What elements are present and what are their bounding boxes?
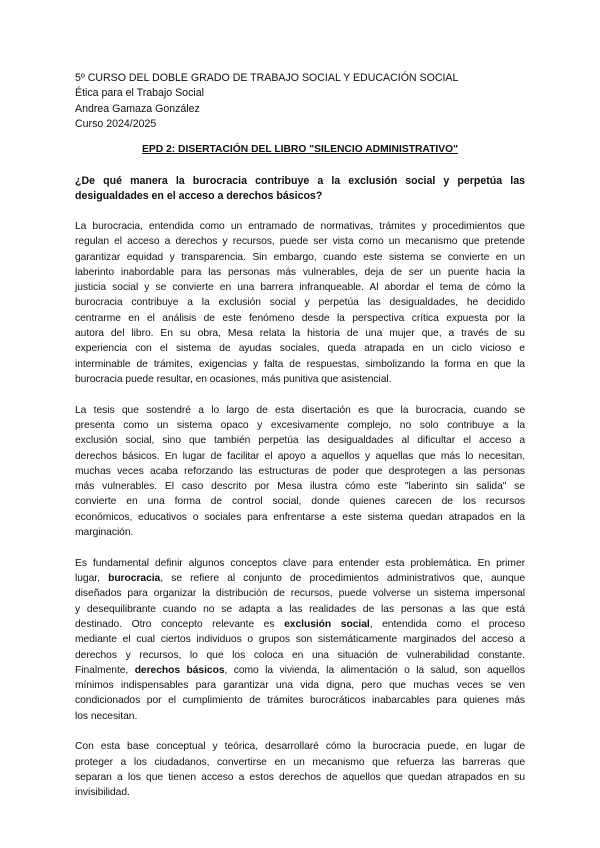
header-author: Andrea Gamaza González <box>75 102 200 115</box>
text-line: Con esta base conceptual y teórica, desarrollaré cómo la burocracia puede, en lugar de <box>75 741 525 753</box>
term-burocracia: burocracia <box>108 573 161 585</box>
header-subject: Ética para el Trabajo Social <box>75 87 204 100</box>
text-line: justicia social y se convierte en una barrera infranqueable. Al abordar el tema de cómo la <box>75 282 525 294</box>
text-line <box>75 617 525 632</box>
text-line: condicionados por el cumplimiento de trámites burocráticos inabarcables para quienes más <box>75 695 525 707</box>
research-question <box>75 174 525 205</box>
text-line: interminable de trámites, exigencias y falta de respuestas, simbolizando la forma en que la <box>75 358 525 370</box>
text-line: laberinto inabordable para las personas más vulnerables, deja de ser un puente hacia la <box>75 266 525 278</box>
text-line: Es fundamental definir algunos conceptos clave para entender esta problemática. En primer <box>75 557 525 569</box>
document-header <box>75 71 535 133</box>
text-line: La burocracia, entendida como un entramado de normativas, trámites y procedimientos que <box>75 221 525 232</box>
text-run: Finalmente, <box>75 664 135 676</box>
text-line: burocracia puede resultar, en ocasiones, más punitiva que asistencial. <box>75 373 392 385</box>
term-derechos-basicos: derechos básicos <box>134 664 225 676</box>
question-line: desigualdades en el acceso a derechos básicos? <box>75 190 323 203</box>
text-run: , se refiere al conjunto de procedimientos administrativos que, aunque <box>160 573 526 585</box>
text-line: convierte en una forma de control social, donde quienes carecen de los recursos <box>75 496 525 508</box>
text-run: lugar, <box>75 573 109 585</box>
text-line: exclusión social, sino que también perpetúa las desigualdades al dificultar el acceso a <box>75 435 525 447</box>
paragraph-thesis <box>75 403 525 541</box>
text-line: regulan el acceso a derechos y recursos, puede ser vista como un mecanismo que pretende <box>75 236 525 248</box>
text-line: proteger a los ciudadanos, convertirse en un mecanismo que refuerza las barreras que <box>75 756 525 768</box>
text-line: los necesitan. <box>75 710 138 722</box>
text-line: experiencia con el sistema de ayudas sociales, queda atrapada en un ciclo vicioso e <box>75 343 525 355</box>
text-line: burocracia contribuye a la exclusión social y perpetúa las desigualdades, he decidido <box>75 297 525 309</box>
text-line: mediante el cual ciertos individuos o grupos son sistemáticamente marginados del acceso a <box>75 634 525 646</box>
text-line: mínimos indispensables para garantizar una vida digna, pero que muchas veces se ven <box>75 680 525 692</box>
text-line: y desequilibrante cuando no se adapta a las realidades de las personas a las que está <box>75 603 525 615</box>
text-line: marginación. <box>75 527 134 539</box>
text-run: , como la vivienda, la alimentación o la salud, son aquellos <box>224 664 525 676</box>
text-line <box>75 663 525 678</box>
document-body <box>75 219 525 816</box>
text-line: La tesis que sostendré a lo largo de esta disertación es que la burocracia, cuando se <box>75 404 525 416</box>
term-exclusion-social: exclusión social <box>284 618 370 630</box>
paragraph-outline <box>75 739 525 800</box>
text-run: destinado. Otro concepto relevante es <box>75 618 285 630</box>
text-line: derechos y recursos, lo que los coloca en una situación de vulnerabilidad constante. <box>75 649 525 661</box>
paragraph-introduction <box>75 219 525 387</box>
question-line: ¿De qué manera la burocracia contribuye a la exclusión social y perpetúa las <box>75 175 525 187</box>
header-course: 5º CURSO DEL DOBLE GRADO DE TRABAJO SOCIAL Y EDUCACIÓN SOCIAL <box>75 72 459 84</box>
text-run: , entendida como el proceso <box>369 618 526 630</box>
text-line: separan a los que tienen acceso a estos derechos de aquellos que quedan atrapados en su <box>75 771 525 783</box>
text-line: diseñados para organizar la distribución de recursos, puede volverse un sistema impersonal <box>75 588 525 600</box>
header-year: Curso 2024/2025 <box>75 118 157 131</box>
text-line: presenta como un sistema opaco y excesivamente complejo, no solo contribuye a la <box>75 419 525 431</box>
text-line: autora del libro. En su obra, Mesa relata la historia de una mujer que, a través de su <box>75 328 525 340</box>
text-line <box>75 571 525 586</box>
text-line: derechos básicos. En lugar de facilitar el apoyo a aquellos y aquellas que más lo necesitan, <box>75 450 525 462</box>
text-line: muchas veces acaba reforzando las estructuras de poder que desprotegen a las personas <box>75 465 525 477</box>
text-line: más vulnerables. El caso descrito por Mesa ilustra cómo este "laberinto sin salida" se <box>75 481 525 493</box>
paragraph-definitions <box>75 556 525 724</box>
text-line: invisibilidad. <box>75 787 130 799</box>
text-line: centrarme en el análisis de este fenómeno desde la perspectiva crítica expuesta por la <box>75 312 525 324</box>
text-line: garantizar equidad y transparencia. Sin embargo, cuando este sistema se convierte en un <box>75 251 525 263</box>
text-line: económicos, educativos o sociales para enfrentarse a este sistema quedan atrapados en la <box>75 511 525 523</box>
document-title: EPD 2: DISERTACIÓN DEL LIBRO "SILENCIO ADMINISTRATIVO" <box>141 144 458 155</box>
